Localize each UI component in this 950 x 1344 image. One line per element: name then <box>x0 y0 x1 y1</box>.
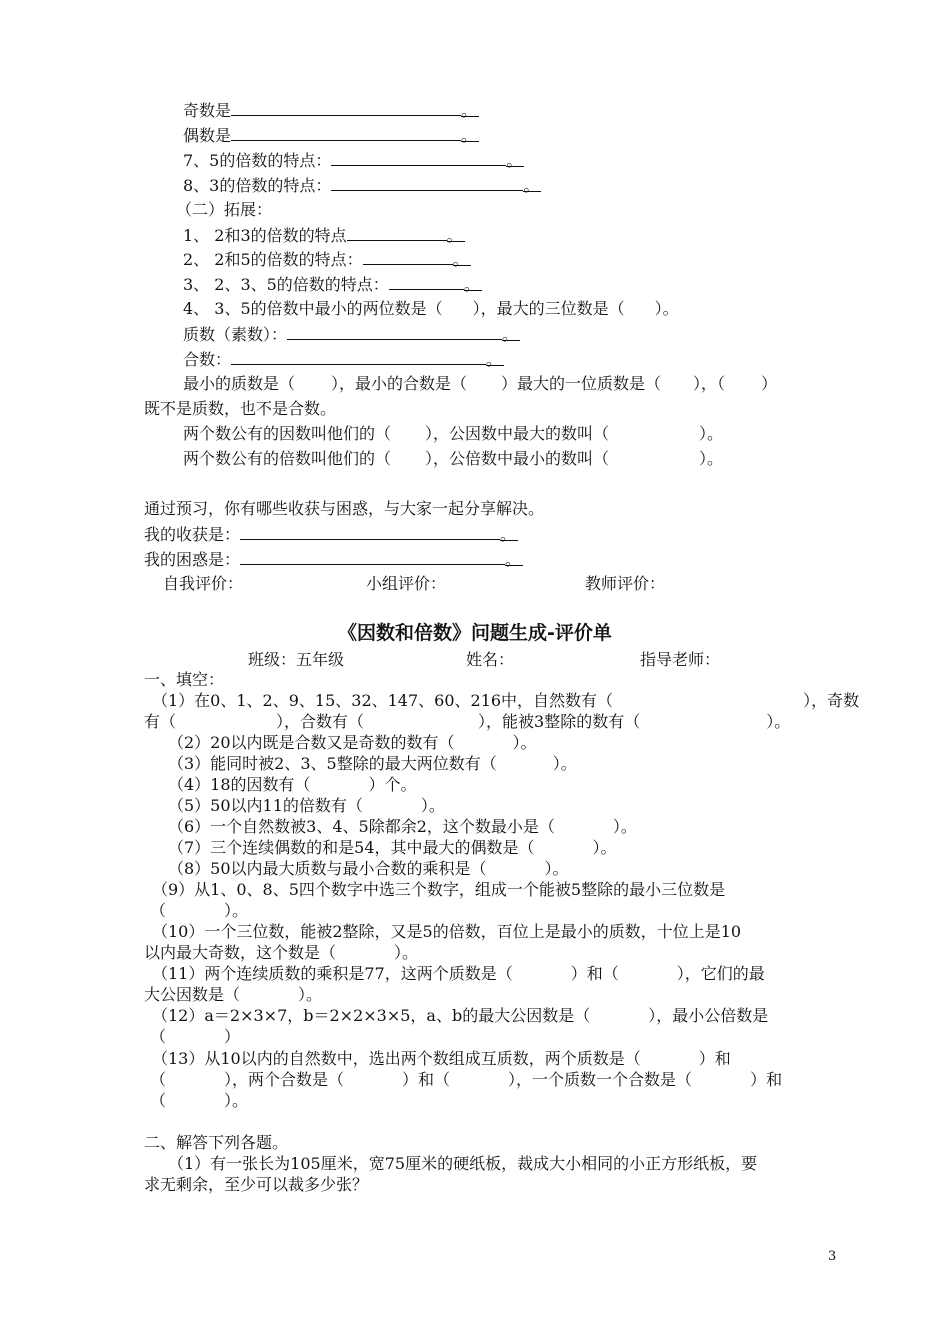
odd-number-line: 奇数是 。 <box>183 101 478 120</box>
answer-blank[interactable] <box>240 548 505 565</box>
preview-prompt: 通过预习，你有哪些收获与困惑，与大家一起分享解决。 <box>144 499 545 518</box>
question-11-line-2: 大公因数是（ ）。 <box>144 985 323 1004</box>
answer-blank[interactable] <box>347 224 447 241</box>
question-6: （6）一个自然数被3、4、5除都余2，这个数最小是（ ）。 <box>168 817 637 836</box>
question-4: （4）18的因数有（ ）个。 <box>168 775 417 794</box>
problem-1-line-2: 求无剩余，至少可以裁多少张？ <box>144 1175 369 1194</box>
question-9-line-2: （ ）。 <box>150 901 249 920</box>
question-3: （3）能同时被2、3、5整除的最大两位数有（ ）。 <box>168 754 577 773</box>
group-evaluation-label: 小组评价： <box>366 574 447 593</box>
question-12-line-2: （ ） <box>150 1027 241 1046</box>
answer-blank[interactable] <box>389 273 464 290</box>
composite-definition-line: 合数： 。 <box>183 350 503 369</box>
question-8: （8）50以内最大质数与最小合数的乘积是（ ）。 <box>168 859 569 878</box>
gain-line: 我的收获是： 。 <box>144 525 517 544</box>
class-label: 班级：五年级 <box>248 650 345 669</box>
common-factor-line: 两个数公有的因数叫他们的（ ），公因数中最大的数叫（ ）。 <box>183 424 724 443</box>
teacher-evaluation-label: 教师评价： <box>585 574 666 593</box>
question-13-line-1: （13）从10以内的自然数中，选出两个数组成互质数，两个质数是（ ）和 <box>152 1049 731 1068</box>
question-10-line-1: （10）一个三位数，能被2整除，又是5的倍数，百位上是最小的质数，十位上是10 <box>152 922 742 941</box>
question-2: （2）20以内既是合数又是奇数的数有（ ）。 <box>168 733 537 752</box>
question-9-line-1: （9）从1、0、8、5四个数字中选三个数字，组成一个能被5整除的最小三位数是 <box>152 880 726 899</box>
smallest-prime-line: 最小的质数是（ ），最小的合数是（ ）最大的一位质数是（ ），（ ） <box>183 374 778 393</box>
question-10-line-2: 以内最大奇数，这个数是（ ）。 <box>144 943 419 962</box>
section-fill-in-heading: 一、填空： <box>144 670 225 689</box>
section-solve-heading: 二、解答下列各题。 <box>144 1133 289 1152</box>
extension-4-line: 4、 3、5的倍数中最小的两位数是（ ），最大的三位数是（ ）。 <box>183 299 679 318</box>
answer-blank[interactable] <box>287 323 502 340</box>
neither-prime-nor-composite-line: 既不是质数，也不是合数。 <box>144 399 337 418</box>
question-13-line-3: （ ）。 <box>150 1091 249 1110</box>
answer-blank[interactable] <box>231 99 461 116</box>
extension-3-line: 3、 2、3、5的倍数的特点： 。 <box>183 275 480 294</box>
prime-definition-line: 质数（素数）： 。 <box>183 325 519 344</box>
answer-blank[interactable] <box>240 523 500 540</box>
question-12-line-1: （12）a＝2×3×7，b＝2×2×3×5，a、b的最大公因数是（ ），最小公倍数是 <box>152 1006 769 1025</box>
extension-heading: （二）拓展： <box>176 200 273 219</box>
extension-2-line: 2、 2和5的倍数的特点： 。 <box>183 250 469 269</box>
extension-1-line: 1、 2和3的倍数的特点 。 <box>183 226 463 245</box>
page-title: 《因数和倍数》问题生成-评价单 <box>338 622 612 644</box>
page-number: 3 <box>828 1249 837 1264</box>
answer-blank[interactable] <box>231 348 486 365</box>
self-evaluation-label: 自我评价： <box>163 574 244 593</box>
answer-blank[interactable] <box>331 149 506 166</box>
answer-blank[interactable] <box>363 248 453 265</box>
even-number-line: 偶数是 。 <box>183 126 478 145</box>
question-11-line-1: （11）两个连续质数的乘积是77，这两个质数是（ ）和（ ），它们的最 <box>152 964 765 983</box>
problem-1-line-1: （1）有一张长为105厘米，宽75厘米的硬纸板，裁成大小相同的小正方形纸板，要 <box>168 1154 758 1173</box>
confusion-line: 我的困惑是： 。 <box>144 550 522 569</box>
question-13-line-2: （ ），两个合数是（ ）和（ ），一个质数一个合数是（ ）和 <box>150 1070 783 1089</box>
question-1-line-1: （1）在0、1、2、9、15、32、147、60、216中，自然数有（ ），奇数 <box>152 691 860 710</box>
question-7: （7）三个连续偶数的和是54，其中最大的偶数是（ ）。 <box>168 838 617 857</box>
name-label: 姓名： <box>466 650 515 669</box>
question-5: （5）50以内11的倍数有（ ）。 <box>168 796 445 815</box>
question-1-line-2: 有（ ），合数有（ ），能被3整除的数有（ ）。 <box>144 712 791 731</box>
answer-blank[interactable] <box>231 124 461 141</box>
question-7-line: 7、5的倍数的特点： 。 <box>183 151 523 170</box>
answer-blank[interactable] <box>331 174 523 191</box>
common-multiple-line: 两个数公有的倍数叫他们的（ ），公倍数中最小的数叫（ ）。 <box>183 449 724 468</box>
instructor-label: 指导老师： <box>640 650 721 669</box>
question-8-line: 8、3的倍数的特点： 。 <box>183 176 540 195</box>
